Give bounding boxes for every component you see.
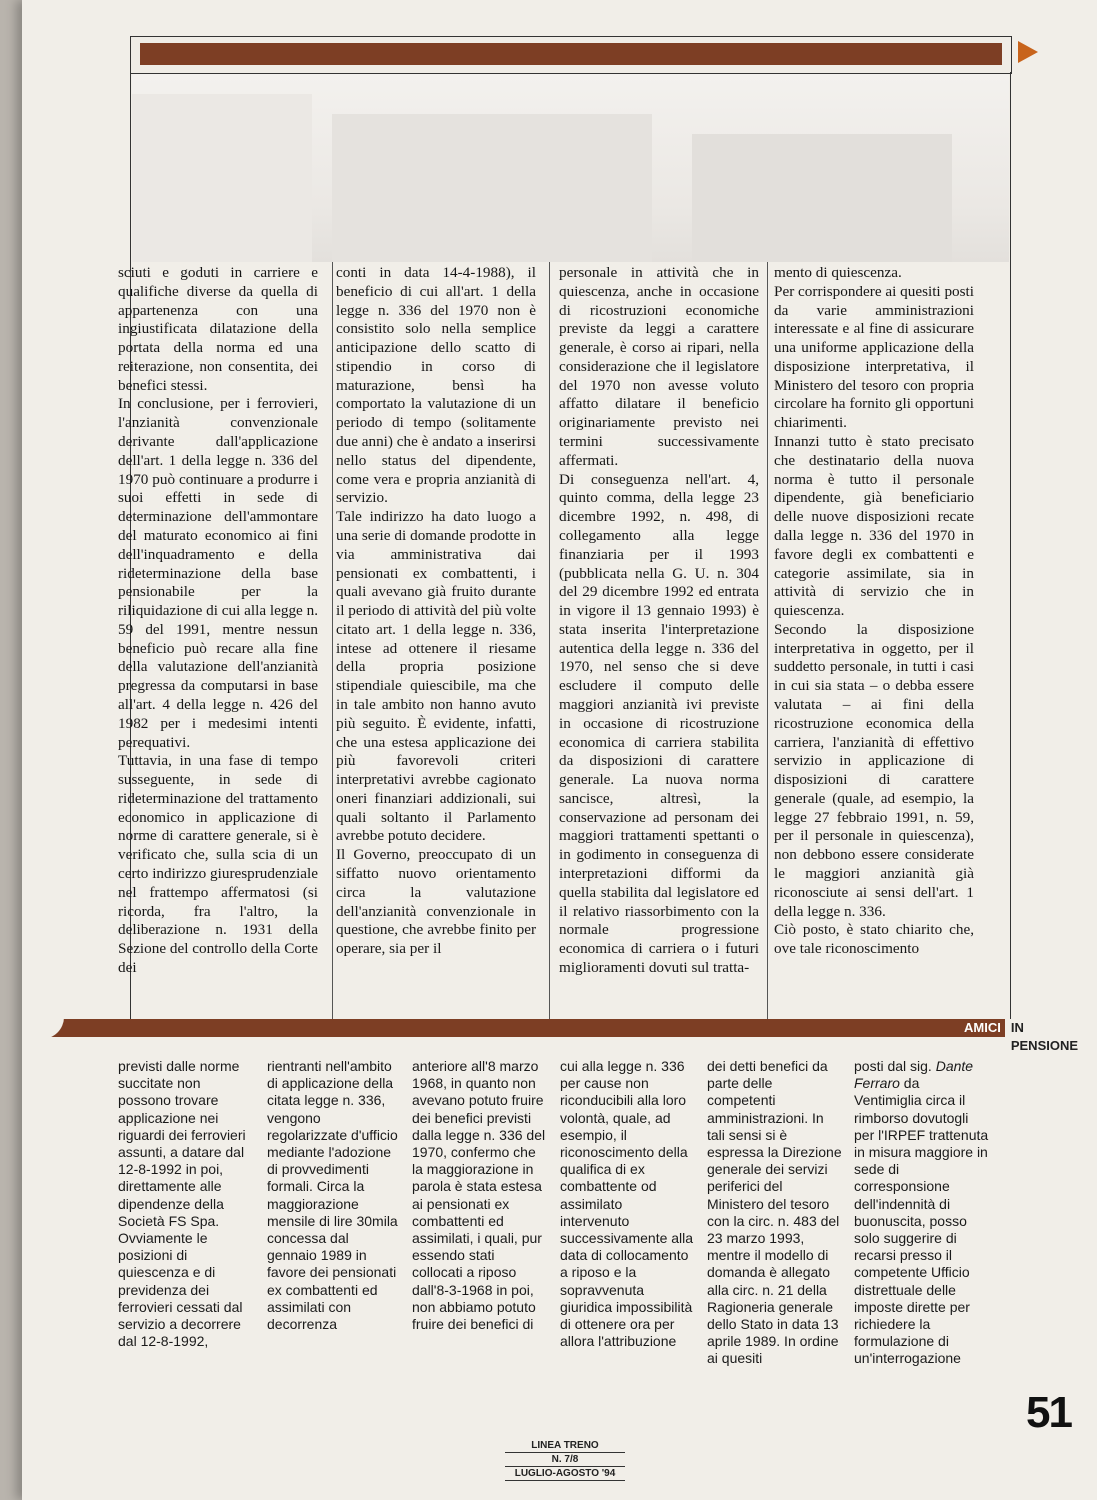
letter-column-1	[118, 1058, 253, 1428]
text: posti dal sig.	[854, 1058, 932, 1074]
paragraph: Secondo la disposizione interpretativa in oggetto, per il suddetto personale, in tutti i casi in cui sia stata – o debba essere valutata – ai fini della ricostruzione economica della carriera, l'anzianità di effettivo servizio in applicazione di disposizioni di carattere generale (quale, ad esempio, la legge 27 febbraio 1991, n. 59, per il personale in quiescenza), non debbono essere considerate le maggiori anzianità già riconosciute ai sensi dell'art. 1 della legge n. 336.	[774, 620, 974, 920]
section-label-amici: AMICI	[960, 1019, 1005, 1037]
letter-column-3	[412, 1058, 547, 1428]
paragraph: Tale indirizzo ha dato luogo a una serie di domande prodotte in via amministrativa dai pensionati ex combattenti, i quali avevano già fruito durante il periodo di attività del più volte citato art. 1 della legge n. 336, intese ad ottenere il riesame della propria posizione stipendiale quiescibile, ma che in tale ambito non hanno avuto più seguito. È evidente, infatti, che una estesa applicazione dei più favorevoli criteri interpretativi avrebbe cagionato oneri finanziari addizionali, sui quali soltanto il Parlamento avrebbe potuto decidere.	[336, 508, 536, 845]
text: da Ventimiglia circa il rimborso dovutogli per l'IRPEF trattenuta in misura maggiore in sede di corresponsione dell'indennità di buonuscita, posso solo suggerire di recarsi presso il competente Ufficio distrettuale delle imposte dirette per richiedere la formulazione di un'interrogazione	[854, 1075, 989, 1367]
section-label	[960, 1019, 1097, 1053]
article-column-4	[774, 264, 974, 1016]
next-arrow-icon	[1018, 41, 1038, 63]
paragraph: personale in attività che in quiescenza, anche in occasione di ricostruzioni economiche previste da leggi a carattere generale, è corso ai ripari, nella considerazione che il legislatore del 1970 non avesse voluto affatto dilatare il beneficio originariamente previsto nei termini successivamente affermati.	[559, 264, 759, 469]
paragraph: mento di quiescenza.	[774, 264, 902, 281]
paragraph: Tuttavia, in una fase di tempo susseguente, in sede di rideterminazione del trattamento economico in applicazione di norme di carattere generale, si è verificato che, sulla scia di un certo indirizzo giuresprudenziale nel frattempo affermatosi (si ricorda, fra l'altro, la deliberazione n. 1931 della Sezione del controllo della Corte dei	[118, 752, 318, 976]
magazine-footer	[505, 1440, 625, 1482]
paragraph: sciuti e goduti in carriere e qualifiche diverse da quella di appartenenza con una ingiustificata dilatazione della portata della norma ed una reiterazione, non consentita, dei benefici stessi.	[118, 264, 318, 394]
paragraph: anteriore all'8 marzo 1968, in quanto non avevano potuto fruire dei benefici previsti dalla legge n. 336 del 1970, confermo che la maggiorazione in parola è stata estesa ai pensionati ex combattenti ed assimilati, i quali, pur essendo stati collocati a riposo dall'8-3-1968 in poi, non abbiamo potuto fruire dei benefici di	[412, 1058, 546, 1333]
section-label-in-pensione: IN PENSIONE	[1005, 1019, 1097, 1037]
article-column-2	[336, 264, 536, 1016]
paragraph: Il Governo, preoccupato di un siffatto nuovo orientamento circa la valutazione dell'anzianità convenzionale in questione, che avrebbe finito per operare, sia per il	[336, 846, 536, 958]
letter-column-6	[854, 1058, 989, 1428]
paragraph: In conclusione, per i ferrovieri, l'anzianità convenzionale derivante dall'applicazione dell'art. 1 della legge n. 336 del 1970 può continuare a produrre i suoi effetti in sede di determinazione dell'ammontare del maturato economico ai fini dell'inquadramento e della rideterminazione della base pensionabile per la riliquidazione di cui alla legge n. 59 del 1991, mentre nessun beneficio può recare alla fine della valutazione dell'anzianità pregressa da computarsi in base all'art. 4 della legge n. 426 del 1982 per i medesimi intenti perequativi.	[118, 395, 318, 751]
paragraph: Innanzi tutto è stato precisato che destinatario della nuova norma è tutto il personale dipendente, già beneficiario delle nuove disposizioni recate dalla legge n. 336 del 1970 in favore degli ex combattenti e categorie assimilate, sia in attività di servizio che in quiescenza.	[774, 433, 974, 620]
footer-title: LINEA TRENO	[505, 1440, 625, 1453]
letter-column-4	[560, 1058, 695, 1428]
footer-date: LUGLIO-AGOSTO '94	[505, 1468, 625, 1481]
header-photo	[132, 74, 1009, 262]
column-divider	[767, 262, 768, 1020]
column-divider	[549, 262, 550, 1020]
paragraph: dei detti benefici da parte delle competenti amministrazioni. In tali sensi si è espressa la Direzione generale dei servizi periferici del Ministero del tesoro con la circ. n. 483 del 23 marzo 1993, mentre il modello di domanda è allegato alla circ. n. 21 della Ragioneria generale dello Stato in data 13 aprile 1989. In ordine ai quesiti	[707, 1058, 842, 1367]
paragraph: Ciò posto, è stato chiarito che, ove tale riconoscimento	[774, 921, 974, 958]
person-name: Dante Ferraro	[854, 1058, 974, 1092]
paragraph: Di conseguenza nell'art. 4, quinto comma, della legge 23 dicembre 1992, n. 498, di collegamento alla legge finanziaria per il 1993 (pubblicata nella G. U. n. 304 del 29 dicembre 1992 ed entrata in vigore il 13 gennaio 1993) è stata inserita l'interpretazione autentica della legge n. 336 del 1970, nel senso che si deve escludere il computo delle maggiori anzianità ivi previste in occasione di ricostruzione economica di carriera stabilita da disposizioni di carattere generale. La nuova norma sancisce, altresì, la conservazione ad personam dei maggiori trattamenti spettanti o in godimento in conseguenza di interpretazioni difformi da quella stabilita dal legislatore ed il relativo riassorbimento con la normale progressione economica di carriera o i futuri miglioramenti dovuti sul tratta-	[559, 470, 759, 976]
magazine-page	[22, 0, 1097, 1500]
section-bar	[22, 1017, 1097, 1039]
footer-issue: N. 7/8	[505, 1454, 625, 1467]
letter-column-2	[267, 1058, 402, 1428]
paragraph: rientranti nell'ambito di applicazione della citata legge n. 336, vengono regolarizzate d'ufficio mediante l'adozione di provvedimenti formali. Circa la maggiorazione mensile di lire 30mila concessa dal gennaio 1989 in favore dei pensionati ex combattenti ed assimilati con decorrenza	[267, 1058, 398, 1333]
article-column-3	[559, 264, 759, 1016]
article-column-1	[118, 264, 318, 1016]
frame-right-rule	[1010, 72, 1011, 1020]
paragraph: previsti dalle norme succitate non possono trovare applicazione nei riguardi dei ferrovieri assunti, a datare dal 12-8-1992 in poi, direttamente alle dipendenze della Società FS Spa. Ovviamente le posizioni di quiescenza e di previdenza dei ferrovieri cessati dal servizio a decorrere dal 12-8-1992,	[118, 1058, 246, 1350]
letter-column-5	[707, 1058, 842, 1428]
paragraph: cui alla legge n. 336 per cause non riconducibili alla loro volontà, quale, ad esempio, il riconoscimento della qualifica di ex combattente od assimilato intervenuto successivamente alla data di collocamento a riposo e la sopravvenuta giuridica impossibilità di ottenere ora per allora l'attribuzione	[560, 1058, 694, 1350]
page-number: 51	[1026, 1388, 1071, 1437]
header-bar	[140, 43, 1002, 65]
paragraph: conti in data 14-4-1988), il beneficio di cui all'art. 1 della legge n. 336 del 1970 non è consistito solo nella semplice anticipazione dello scatto di stipendio in corso di maturazione, bensì ha comportato la valutazione di un periodo di tempo (solitamente due anni) che è andato a inserirsi nello status del dipendente, come vera e propria anzianità di servizio.	[336, 264, 536, 507]
paragraph: Per corrispondere ai quesiti posti da varie amministrazioni interessate e al fine di assicurare una uniforme applicazione della disposizione interpretativa, il Ministero del tesoro con propria circolare ha fornito gli opportuni chiarimenti.	[774, 282, 974, 432]
paragraph	[854, 1058, 989, 1368]
column-divider	[332, 262, 333, 1020]
